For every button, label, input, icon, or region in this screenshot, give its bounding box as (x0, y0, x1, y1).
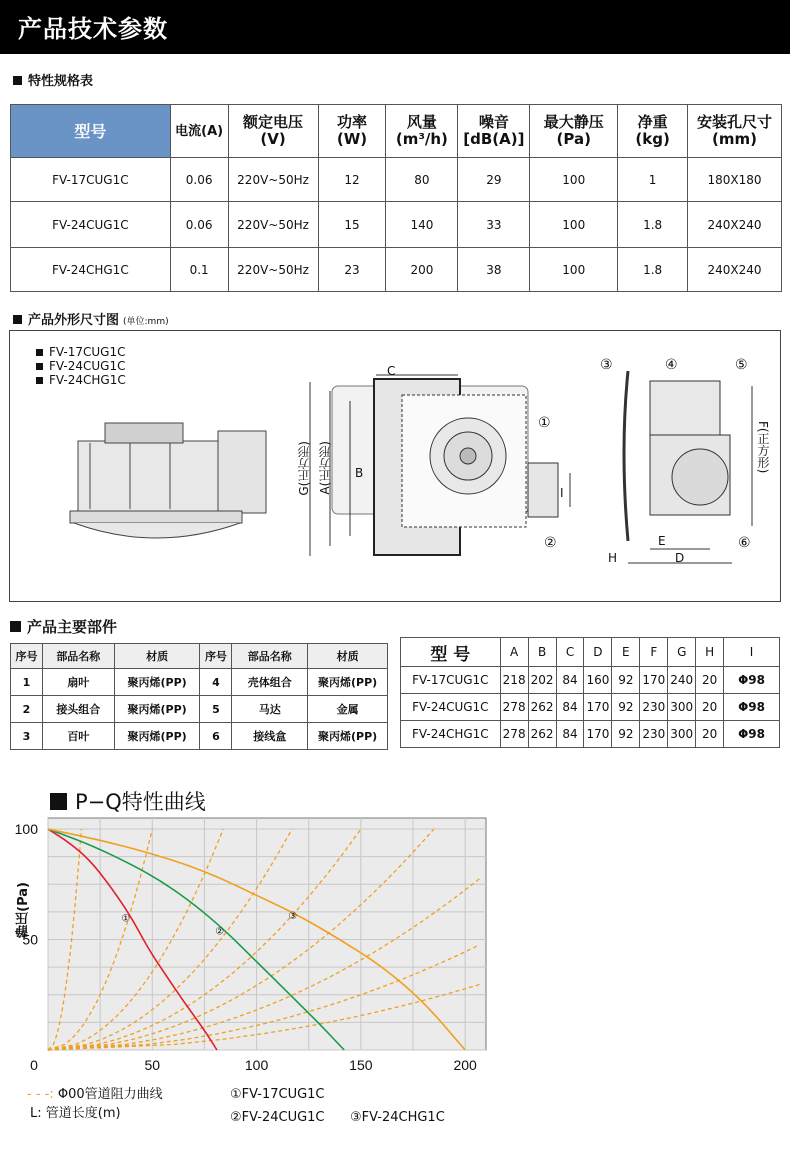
front-view-drawing (310, 375, 570, 556)
spec-header-power: 功率 (W) (318, 105, 386, 158)
table-cell: 262 (528, 721, 556, 748)
table-cell: 100 (530, 158, 618, 202)
series-marker-1: ① (121, 913, 131, 925)
dim-label-f: F(正方形) (756, 421, 770, 474)
legend-dashed (27, 1083, 163, 1102)
table-cell: 220V~50Hz (228, 158, 318, 202)
legend-dashed-label: Φ00管道阻力曲线 (57, 1087, 163, 1102)
table-cell: 170 (584, 721, 612, 748)
table-cell: 160 (584, 667, 612, 694)
table-cell: FV-17CUG1C (11, 158, 171, 202)
chart-grid (48, 818, 486, 1050)
table-cell: 0.06 (170, 158, 228, 202)
table-cell: 240 (668, 667, 696, 694)
table-row (11, 669, 388, 696)
pq-chart (0, 810, 790, 1080)
table-cell: 33 (458, 202, 530, 248)
table-cell: 接头组合 (42, 696, 114, 723)
table-header-cell: 部品名称 (42, 644, 114, 669)
table-cell: 壳体组合 (232, 669, 308, 696)
outline-section-title (13, 309, 169, 328)
table-cell: 92 (612, 721, 640, 748)
spec-header-model: 型号 (11, 105, 171, 158)
spec-header-row (11, 105, 782, 158)
table-header-cell: 型 号 (401, 638, 501, 667)
spec-section-title (13, 70, 93, 89)
dim-label-a: A(正方形) (318, 441, 332, 495)
callout-6: ⑥ (738, 535, 751, 551)
table-row (11, 248, 782, 292)
table-cell: Φ98 (724, 721, 780, 748)
table-row (11, 723, 388, 750)
dim-label-h: H (608, 551, 618, 565)
table-cell: FV-24CHG1C (11, 248, 171, 292)
callout-4: ④ (665, 357, 678, 373)
model-list-item: FV-17CUG1C (36, 345, 126, 359)
table-cell: Φ98 (724, 667, 780, 694)
table-header-cell: E (612, 638, 640, 667)
table-cell: 聚丙烯(PP) (114, 669, 200, 696)
parts-section-title (10, 616, 117, 637)
table-cell: 100 (530, 202, 618, 248)
table-cell: 23 (318, 248, 386, 292)
table-cell: 230 (640, 694, 668, 721)
table-cell: 202 (528, 667, 556, 694)
dim-label-c: C (387, 364, 396, 378)
table-cell: FV-24CUG1C (11, 202, 171, 248)
table-row (11, 202, 782, 248)
table-cell: 聚丙烯(PP) (308, 723, 388, 750)
table-cell: 80 (386, 158, 458, 202)
table-cell: 278 (500, 721, 528, 748)
table-cell: 278 (500, 694, 528, 721)
table-header-cell: A (500, 638, 528, 667)
table-cell: 38 (458, 248, 530, 292)
dim-label-e: E (658, 534, 666, 548)
table-cell: 218 (500, 667, 528, 694)
table-cell: 2 (11, 696, 43, 723)
table-cell: 金属 (308, 696, 388, 723)
callout-5: ⑤ (735, 357, 748, 373)
table-header-cell: C (556, 638, 584, 667)
table-cell: 200 (386, 248, 458, 292)
dim-label-i: I (560, 486, 564, 500)
outline-unit: (单位:mm) (123, 317, 169, 327)
y-tick-label: 100 (14, 821, 38, 838)
table-cell: 扇叶 (42, 669, 114, 696)
table-cell: 262 (528, 694, 556, 721)
table-cell: FV-24CUG1C (401, 694, 501, 721)
table-cell: 20 (696, 721, 724, 748)
table-cell: 百叶 (42, 723, 114, 750)
table-cell: 3 (11, 723, 43, 750)
table-row (401, 721, 780, 748)
model-list-item: FV-24CUG1C (36, 359, 126, 373)
table-cell: 92 (612, 694, 640, 721)
table-cell: 180X180 (688, 158, 782, 202)
parts-table (10, 643, 388, 750)
outline-section-label: 产品外形尺寸图 (28, 313, 120, 328)
table-cell: 220V~50Hz (228, 202, 318, 248)
table-header-cell: D (584, 638, 612, 667)
series-marker-2: ② (215, 926, 225, 938)
dims-header-row (401, 638, 780, 667)
dim-label-g: G(正方形) (297, 441, 311, 496)
table-cell: 马达 (232, 696, 308, 723)
y-axis-label: 静压(Pa) (16, 882, 31, 938)
table-cell: 29 (458, 158, 530, 202)
table-cell: 0.1 (170, 248, 228, 292)
square-bullet-icon (13, 76, 22, 85)
legend-l-label: 管道长度(m) (45, 1106, 121, 1121)
table-header-cell: G (668, 638, 696, 667)
table-header-cell: B (528, 638, 556, 667)
parts-header-row (11, 644, 388, 669)
x-tick-label: 150 (349, 1057, 373, 1073)
parts-section-label: 产品主要部件 (27, 618, 118, 636)
pq-section-label: P−Q特性曲线 (75, 790, 206, 814)
table-cell: 20 (696, 694, 724, 721)
table-cell: 84 (556, 721, 584, 748)
table-cell: 1.8 (618, 202, 688, 248)
table-cell: 1.8 (618, 248, 688, 292)
table-cell: 聚丙烯(PP) (114, 696, 200, 723)
legend-item-3: ③FV-24CHG1C (350, 1110, 445, 1125)
page-banner (0, 0, 790, 54)
table-cell: 聚丙烯(PP) (114, 723, 200, 750)
table-cell: 1 (11, 669, 43, 696)
table-cell: 92 (612, 667, 640, 694)
callout-3: ③ (600, 357, 613, 373)
table-cell: FV-24CHG1C (401, 721, 501, 748)
table-header-cell: 材质 (308, 644, 388, 669)
table-cell: 230 (640, 721, 668, 748)
table-row (11, 696, 388, 723)
table-header-cell: 序号 (11, 644, 43, 669)
table-cell: 140 (386, 202, 458, 248)
table-header-cell: F (640, 638, 668, 667)
table-cell: 4 (200, 669, 232, 696)
table-cell: 240X240 (688, 248, 782, 292)
dim-label-d: D (675, 551, 685, 565)
table-cell: 20 (696, 667, 724, 694)
callout-2: ② (544, 535, 557, 551)
table-cell: 12 (318, 158, 386, 202)
spec-header-hole: 安装孔尺寸 (mm) (688, 105, 782, 158)
table-cell: 1 (618, 158, 688, 202)
table-header-cell: I (724, 638, 780, 667)
legend-dashed-prefix: - - -: (27, 1087, 54, 1102)
banner-title: 产品技术参数 (18, 15, 168, 43)
callout-1: ① (538, 415, 551, 431)
table-header-cell: 部品名称 (232, 644, 308, 669)
spec-header-noise: 噪音 [dB(A)] (458, 105, 530, 158)
legend-l-prefix: L: (30, 1106, 42, 1121)
table-cell: 聚丙烯(PP) (308, 669, 388, 696)
table-cell: 6 (200, 723, 232, 750)
x-tick-label: 100 (244, 1057, 269, 1073)
x-tick-label: 200 (453, 1057, 477, 1073)
spec-header-voltage: 额定电压 (V) (228, 105, 318, 158)
table-cell: 接线盒 (232, 723, 308, 750)
spec-section-label: 特性规格表 (28, 74, 94, 89)
plot-area (48, 818, 486, 1050)
table-header-cell: 材质 (114, 644, 200, 669)
table-cell: 5 (200, 696, 232, 723)
legend-item-2: ②FV-24CUG1C (230, 1110, 325, 1125)
side-view-drawing (70, 423, 266, 538)
right-view-drawing (624, 371, 752, 563)
table-cell: 170 (584, 694, 612, 721)
series-marker-3: ③ (288, 911, 298, 923)
table-row (401, 694, 780, 721)
table-cell: 240X240 (688, 202, 782, 248)
spec-table (10, 104, 782, 292)
table-header-cell: H (696, 638, 724, 667)
table-cell: 15 (318, 202, 386, 248)
legend-item-1: ①FV-17CUG1C (230, 1087, 325, 1102)
table-cell: 220V~50Hz (228, 248, 318, 292)
table-cell: 84 (556, 667, 584, 694)
x-tick-label: 0 (30, 1057, 38, 1073)
spec-header-airflow: 风量 (m³/h) (386, 105, 458, 158)
table-cell: 0.06 (170, 202, 228, 248)
table-cell: 170 (640, 667, 668, 694)
dimensions-table (400, 637, 780, 748)
spec-header-pressure: 最大静压 (Pa) (530, 105, 618, 158)
table-cell: 84 (556, 694, 584, 721)
table-cell: 100 (530, 248, 618, 292)
table-header-cell: 序号 (200, 644, 232, 669)
spec-header-weight: 净重 (kg) (618, 105, 688, 158)
square-bullet-icon (13, 315, 22, 324)
table-cell: Φ98 (724, 694, 780, 721)
table-cell: 300 (668, 721, 696, 748)
table-cell: 300 (668, 694, 696, 721)
legend-length (30, 1102, 121, 1121)
spec-header-current: 电流(A) (170, 105, 228, 158)
x-tick-label: 50 (144, 1057, 161, 1073)
y-tick-label: 50 (22, 931, 38, 948)
table-row (401, 667, 780, 694)
model-list-item: FV-24CHG1C (36, 373, 126, 387)
table-row (11, 158, 782, 202)
outline-diagram (9, 330, 781, 602)
table-cell: FV-17CUG1C (401, 667, 501, 694)
dim-label-b: B (355, 466, 364, 480)
